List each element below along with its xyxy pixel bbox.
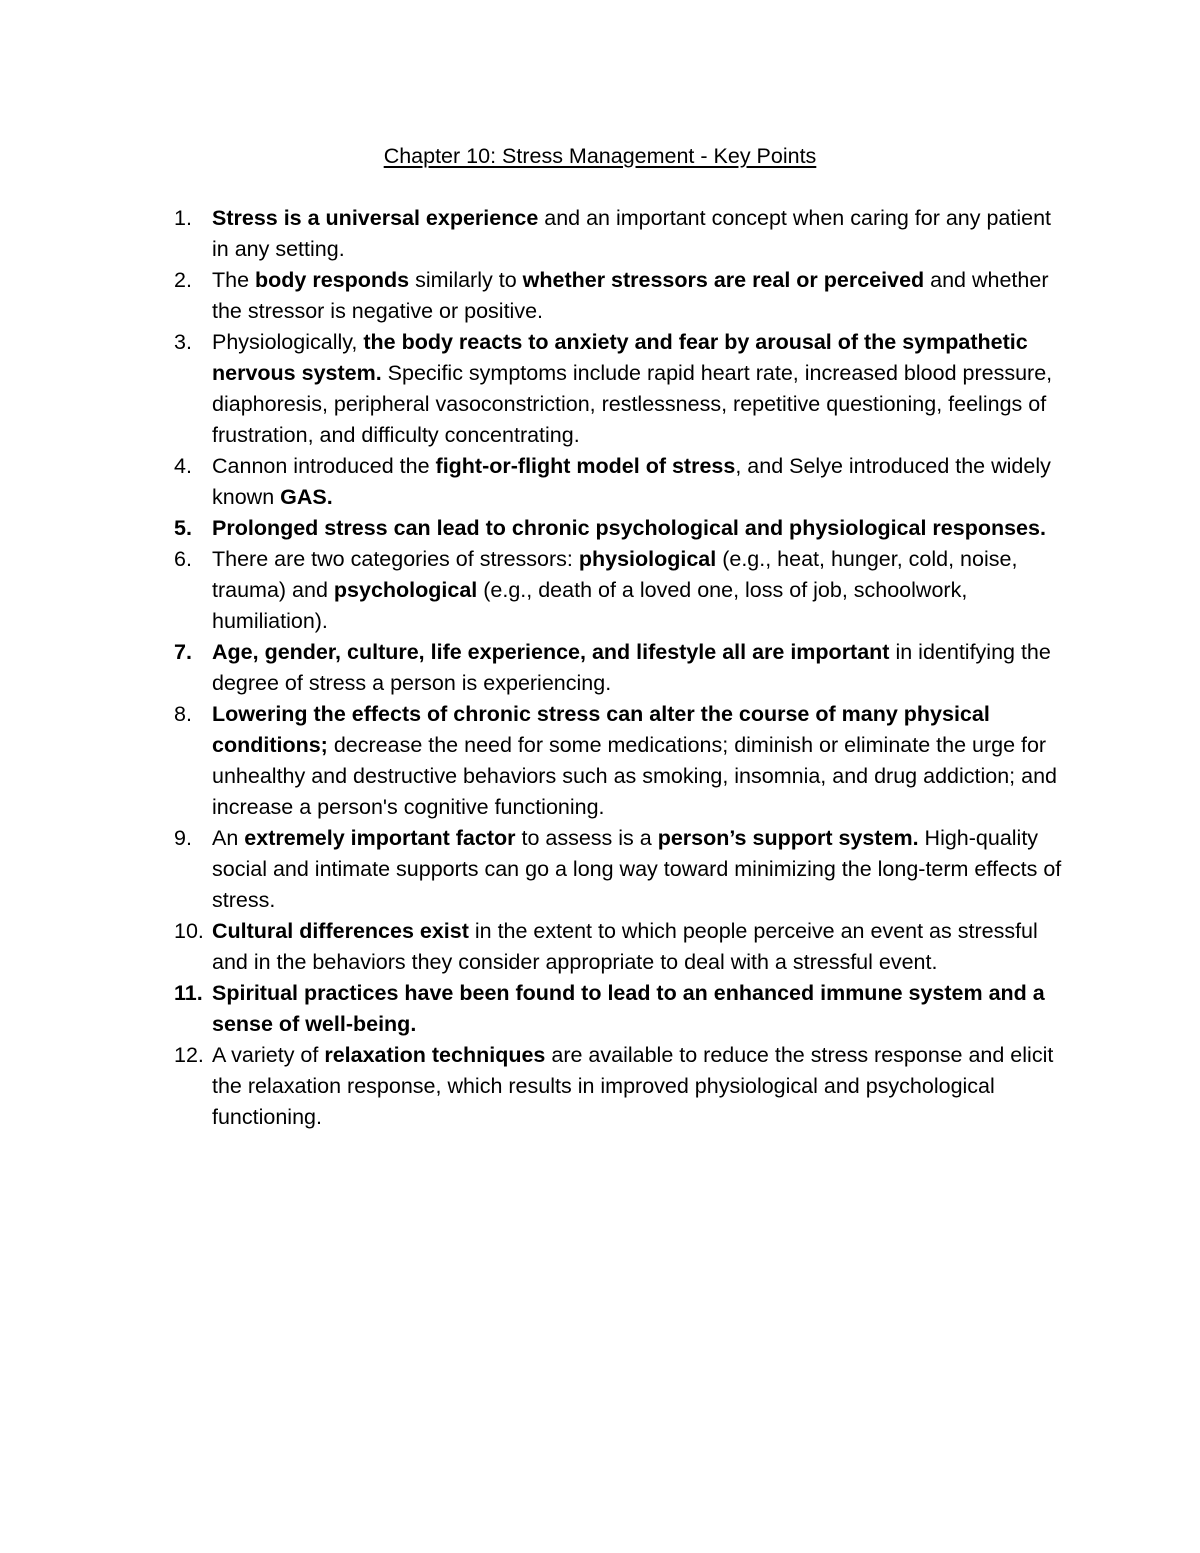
list-item-text bbox=[212, 265, 1072, 327]
bold-text-segment: extremely important factor bbox=[244, 826, 516, 850]
list-item-text bbox=[212, 699, 1072, 823]
list-item-text bbox=[212, 637, 1072, 699]
list-item-number: 9. bbox=[174, 826, 192, 850]
text-segment: Specific symptoms include rapid heart rate, increased blood pressure, diaphoresis, peripheral vasoconstriction, restlessness, repetitive questioning, feelings of frustration, and difficulty concentrating. bbox=[212, 361, 1053, 447]
list-item bbox=[0, 544, 1072, 637]
list-item-text bbox=[212, 1040, 1072, 1133]
list-item-text bbox=[212, 978, 1072, 1040]
list-item-text bbox=[212, 327, 1072, 451]
list-item bbox=[0, 699, 1072, 823]
text-segment: and an important concept when caring for any patient in any setting. bbox=[212, 206, 1052, 261]
text-segment: There are two categories of stressors: bbox=[212, 547, 579, 571]
list-item-number: 7. bbox=[174, 640, 192, 664]
bold-text-segment: whether stressors are real or perceived bbox=[522, 268, 925, 292]
list-item-text bbox=[212, 916, 1072, 978]
bold-text-segment: GAS. bbox=[280, 485, 333, 509]
list-item bbox=[0, 203, 1072, 265]
key-points-list bbox=[0, 203, 1200, 1133]
list-item bbox=[0, 1040, 1072, 1133]
bold-text-segment: Cultural differences exist bbox=[212, 919, 469, 943]
list-item bbox=[0, 916, 1072, 978]
text-segment: A variety of bbox=[212, 1043, 325, 1067]
text-segment: are available to reduce the stress response and elicit the relaxation response, which results in improved physiological and psychological functioning. bbox=[212, 1043, 1054, 1129]
list-item-number: 10. bbox=[174, 919, 204, 943]
list-item-text bbox=[212, 823, 1072, 916]
bold-text-segment: Spiritual practices have been found to lead to an enhanced immune system and a sense of well-being. bbox=[212, 981, 1045, 1036]
bold-text-segment: Stress is a universal experience bbox=[212, 206, 539, 230]
list-item bbox=[0, 265, 1072, 327]
text-segment: Cannon introduced the bbox=[212, 454, 436, 478]
list-item-number: 2. bbox=[174, 268, 192, 292]
bold-text-segment: Prolonged stress can lead to chronic psychological and physiological responses. bbox=[212, 516, 1046, 540]
text-segment: High-quality social and intimate supports can go a long way toward minimizing the long-term effects of stress. bbox=[212, 826, 1062, 912]
list-item-number: 1. bbox=[174, 206, 192, 230]
list-item-number: 3. bbox=[174, 330, 192, 354]
text-segment: in identifying the degree of stress a person is experiencing. bbox=[212, 640, 1051, 695]
text-segment: in the extent to which people perceive an event as stressful and in the behaviors they consider appropriate to deal with a stressful event. bbox=[212, 919, 1038, 974]
list-item-number: 8. bbox=[174, 702, 192, 726]
text-segment: (e.g., heat, hunger, cold, noise, trauma) and bbox=[212, 547, 1018, 602]
page-title: Chapter 10: Stress Management - Key Points bbox=[383, 144, 817, 168]
bold-text-segment: relaxation techniques bbox=[324, 1043, 546, 1067]
list-item bbox=[0, 978, 1072, 1040]
text-segment: and whether the stressor is negative or positive. bbox=[212, 268, 1049, 323]
list-item-text bbox=[212, 513, 1072, 544]
text-segment: similarly to bbox=[409, 268, 523, 292]
list-item-number: 6. bbox=[174, 547, 192, 571]
bold-text-segment: Lowering the effects of chronic stress can alter the course of many physical conditions; bbox=[212, 702, 990, 757]
bold-text-segment: body responds bbox=[255, 268, 410, 292]
bold-text-segment: the body reacts to anxiety and fear by arousal of the sympathetic nervous system. bbox=[212, 330, 1028, 385]
bold-text-segment: Age, gender, culture, life experience, and lifestyle all are important bbox=[212, 640, 890, 664]
text-segment: , and Selye introduced the widely known bbox=[212, 454, 1051, 509]
list-item-number: 5. bbox=[174, 516, 192, 540]
bold-text-segment: psychological bbox=[333, 578, 478, 602]
text-segment: An bbox=[212, 826, 245, 850]
list-item bbox=[0, 327, 1072, 451]
bold-text-segment: person’s support system. bbox=[657, 826, 919, 850]
list-item-text bbox=[212, 203, 1072, 265]
list-item-text bbox=[212, 451, 1072, 513]
text-segment: decrease the need for some medications; diminish or eliminate the urge for unhealthy and destructive behaviors such as smoking, insomnia, and drug addiction; and increase a person's cognitive functioning. bbox=[212, 733, 1057, 819]
list-item bbox=[0, 823, 1072, 916]
text-segment: to assess is a bbox=[515, 826, 658, 850]
list-item-number: 4. bbox=[174, 454, 192, 478]
list-item bbox=[0, 637, 1072, 699]
bold-text-segment: fight-or-flight model of stress bbox=[435, 454, 736, 478]
list-item bbox=[0, 513, 1072, 544]
text-segment: The bbox=[212, 268, 256, 292]
text-segment: (e.g., death of a loved one, loss of job, schoolwork, humiliation). bbox=[212, 578, 968, 633]
list-item-number: 12. bbox=[174, 1043, 204, 1067]
text-segment: Physiologically, bbox=[212, 330, 364, 354]
list-item bbox=[0, 451, 1072, 513]
list-item-number: 11. bbox=[174, 981, 203, 1005]
list-item-text bbox=[212, 544, 1072, 637]
bold-text-segment: physiological bbox=[578, 547, 717, 571]
